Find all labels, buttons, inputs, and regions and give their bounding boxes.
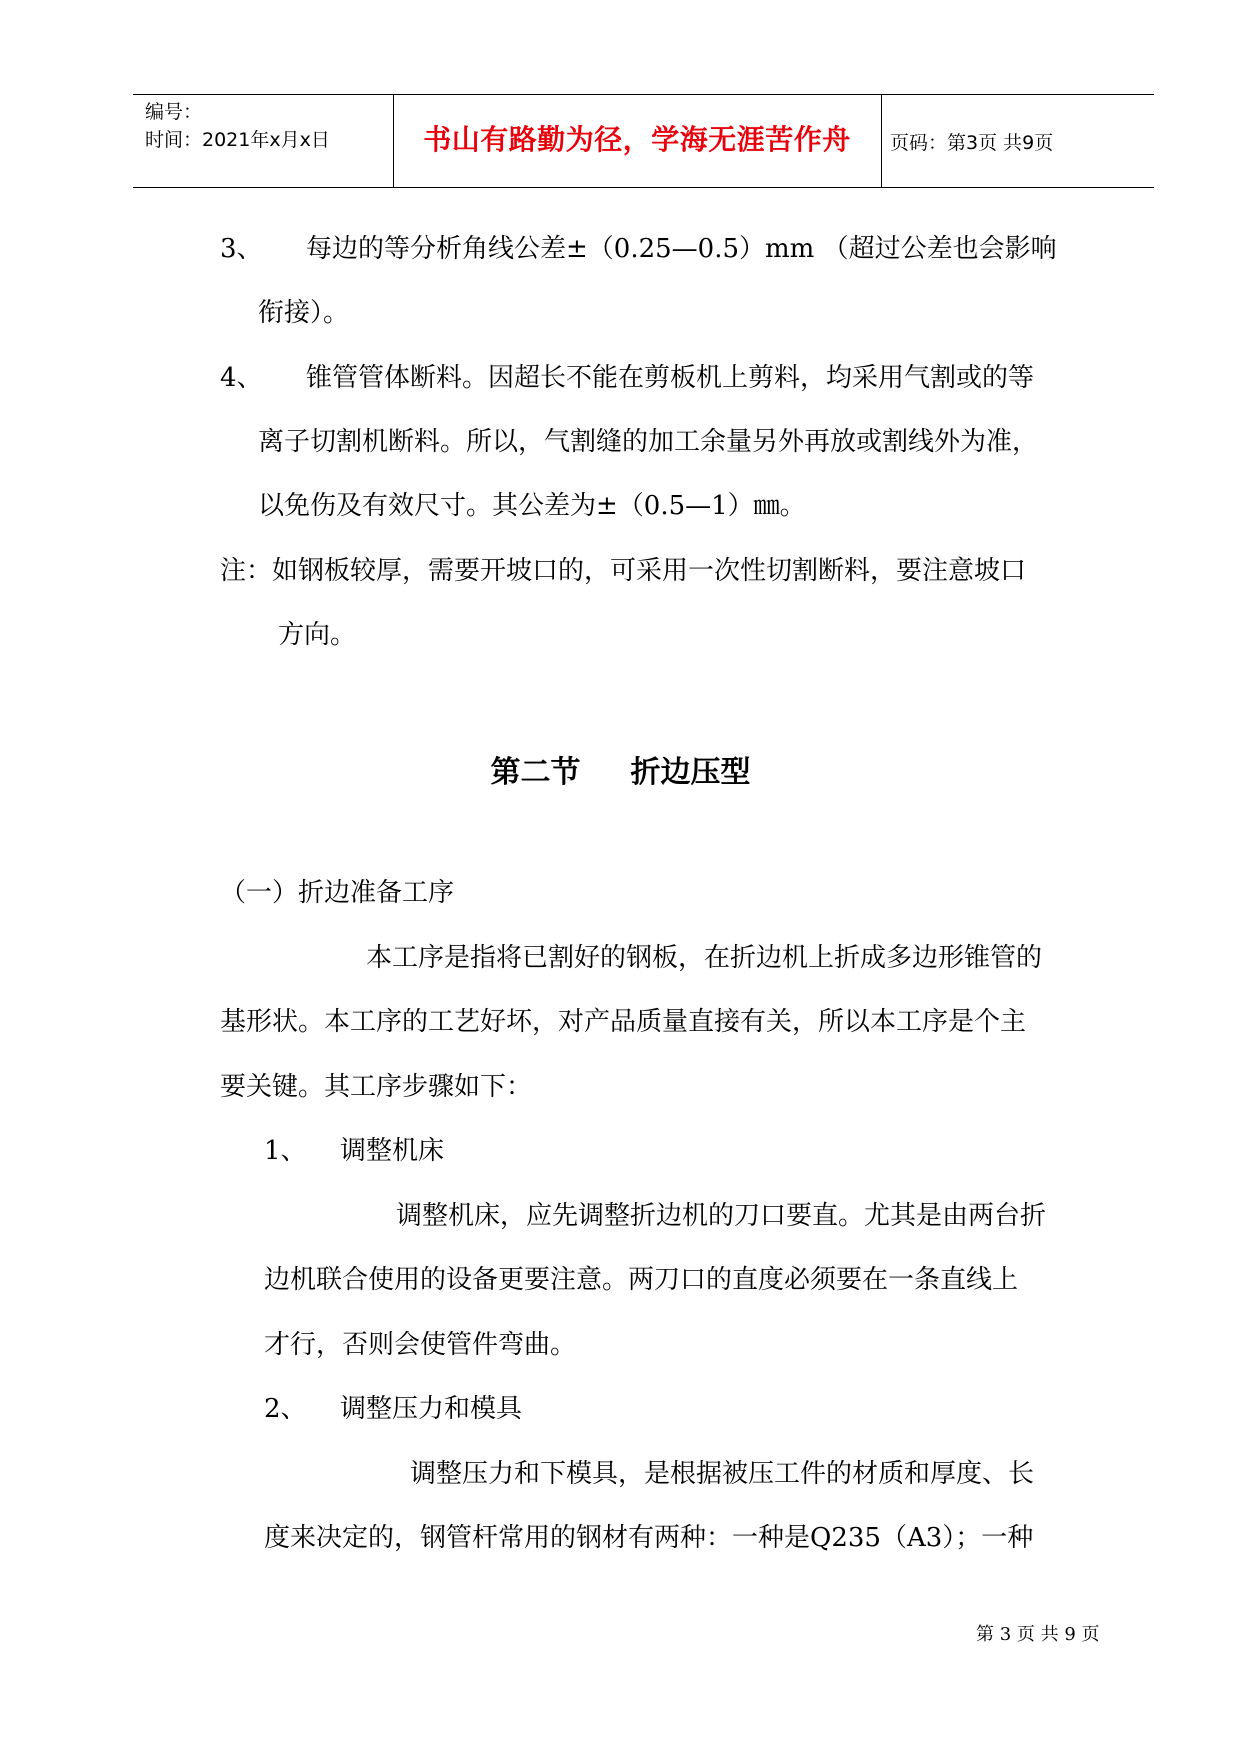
header-bottom-border [133,187,1154,188]
section-title [0,747,1241,791]
header-page-info: 页码：第3页 共9页 [890,132,1054,154]
header-meta [145,98,330,154]
header-number-label: 编号： [145,101,203,123]
footer-page-number: 第 3 页 共 9 页 [976,1624,1100,1645]
item4-number: 4、 [220,363,263,393]
item4-line2: 离子切割机断料。所以，气割缝的加工余量另外再放或割线外为准， [258,427,1039,457]
intro-line3: 要关键。其工序步骤如下： [220,1072,533,1102]
step1-line3: 才行，否则会使管件弯曲。 [264,1330,577,1360]
intro-line2: 基形状。本工序的工艺好坏，对产品质量直接有关，所以本工序是个主 [220,1007,1027,1037]
item3-number: 3、 [220,234,263,264]
item3-line2: 衔接）。 [258,298,350,328]
header-divider-right [881,94,882,187]
header-top-border [133,94,1154,95]
item3-line1: 每边的等分析角线公差±（0.25—0.5）mm （超过公差也会影响 [306,234,1057,264]
section-name: 折边压型 [630,755,751,790]
step2-title: 调整压力和模具 [340,1394,523,1424]
header-motto: 书山有路勤为径，学海无涯苦作舟 [423,123,851,156]
step2-number: 2、 [264,1394,307,1424]
section-number: 第二节 [490,755,581,790]
note-line1: 注：如钢板较厚，需要开坡口的，可采用一次性切割断料，要注意坡口 [220,556,1027,586]
subsection-heading: （一）折边准备工序 [220,878,455,908]
intro-line1: 本工序是指将已割好的钢板，在折边机上折成多边形锥管的 [366,943,1043,973]
step1-number: 1、 [264,1136,307,1166]
step1-line1: 调整机床，应先调整折边机的刀口要直。尤其是由两台折 [396,1201,1047,1231]
step2-line2: 度来决定的，钢管杆常用的钢材有两种：一种是Q235（A3）；一种 [264,1523,1034,1553]
step2-line1: 调整压力和下模具，是根据被压工件的材质和厚度、长 [410,1459,1035,1489]
item4-line3: 以免伤及有效尺寸。其公差为±（0.5—1）㎜。 [258,491,806,521]
header-time-label: 时间：2021年x月x日 [145,129,330,151]
step1-title: 调整机床 [340,1136,445,1166]
note-line2: 方向。 [278,620,357,650]
step1-line2: 边机联合使用的设备更要注意。两刀口的直度必须要在一条直线上 [264,1265,1019,1295]
item4-line1: 锥管管体断料。因超长不能在剪板机上剪料，均采用气割或的等 [306,363,1035,393]
